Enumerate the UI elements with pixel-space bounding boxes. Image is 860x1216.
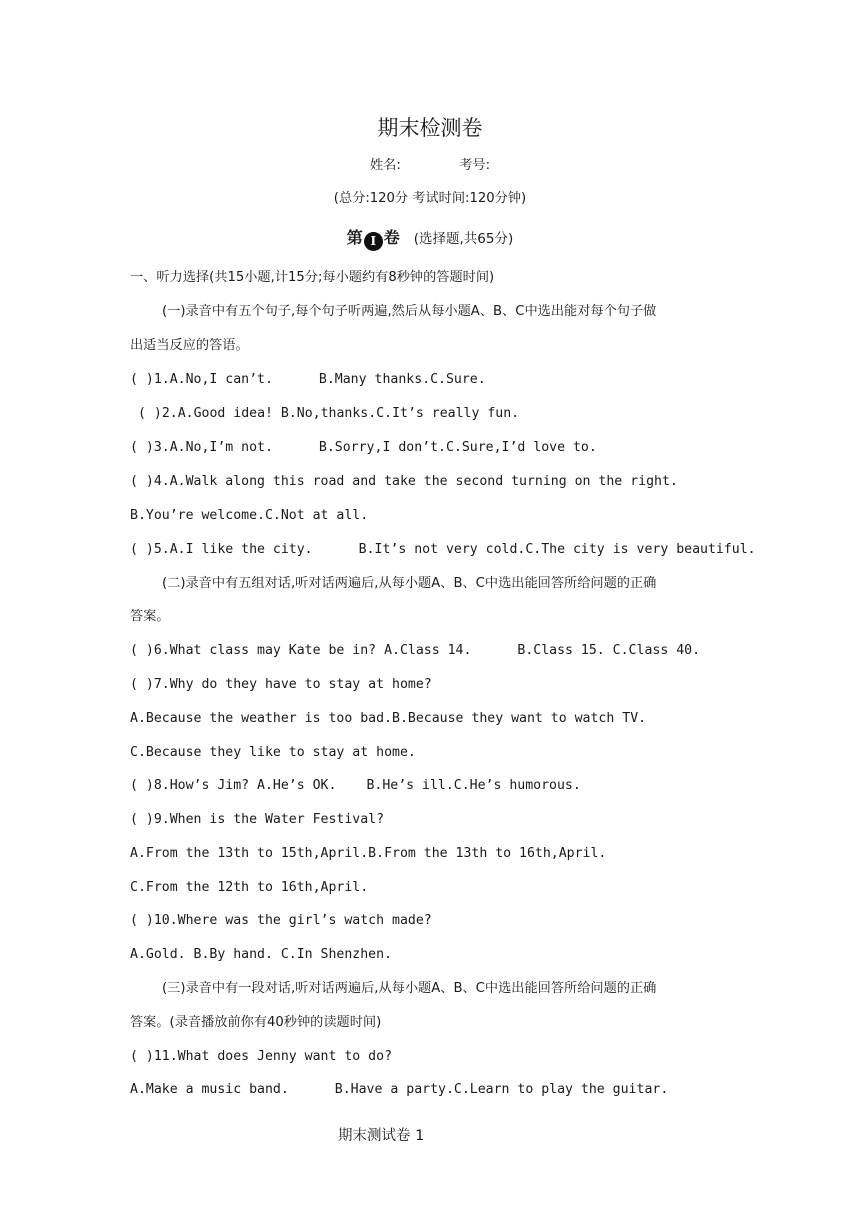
q6-options-bc: B.Class 15. C.Class 40.: [517, 643, 701, 658]
question-7-option-c: C.Because they like to stay at home.: [130, 745, 416, 760]
question-5: [130, 540, 756, 560]
page-footer: 期末测试卷 1: [338, 1128, 425, 1144]
part3-instruction-line2: 答案。(录音播放前你有40秒钟的读题时间): [130, 1015, 382, 1030]
question-8: [130, 776, 740, 796]
part1-instruction-line1: (一)录音中有五个句子,每个句子听两遍,然后从每小题A、B、C中选出能对每个句子做: [162, 304, 657, 319]
question-4: ( )4.A.Walk along this road and take the second turning on the right.: [130, 474, 678, 489]
section-heading: 一、听力选择(共15小题,计15分;每小题约有8秒钟的答题时间): [130, 270, 495, 285]
q5-options-bc: B.It’s not very cold.C.The city is very beautiful.: [358, 542, 756, 557]
volume-note: (选择题,共65分): [413, 231, 514, 247]
q1-option-a: ( )1.A.No,I can’t.: [130, 372, 273, 387]
student-info-row: [0, 156, 860, 176]
question-2: ( )2.A.Good idea! B.No,thanks.C.It’s really fun.: [138, 406, 520, 421]
question-11: ( )11.What does Jenny want to do?: [130, 1049, 393, 1064]
question-1: [130, 370, 740, 390]
volume-heading: [0, 228, 860, 251]
q1-options-bc: B.Many thanks.C.Sure.: [318, 372, 486, 387]
question-7: ( )7.Why do they have to stay at home?: [130, 677, 432, 692]
question-4-options: B.You’re welcome.C.Not at all.: [130, 508, 369, 523]
q3-option-a: ( )3.A.No,I’m not.: [130, 440, 273, 455]
exam-id-label: 考号:: [459, 158, 491, 173]
exam-total-info: (总分:120分 考试时间:120分钟): [333, 191, 527, 206]
volume-prefix: 第: [346, 228, 363, 247]
question-10-options: A.Gold. B.By hand. C.In Shenzhen.: [130, 947, 393, 962]
q6-stem-option-a: ( )6.What class may Kate be in? A.Class 14.: [130, 643, 472, 658]
q3-options-bc: B.Sorry,I don’t.C.Sure,I’d love to.: [318, 440, 597, 455]
question-9-option-c: C.From the 12th to 16th,April.: [130, 880, 369, 895]
question-9: ( )9.When is the Water Festival?: [130, 812, 385, 827]
q5-option-a: ( )5.A.I like the city.: [130, 542, 313, 557]
part3-instruction-line1: (三)录音中有一段对话,听对话两遍后,从每小题A、B、C中选出能回答所给问题的正确: [162, 981, 657, 996]
volume-numeral-badge: I: [364, 232, 383, 251]
name-label: 姓名:: [369, 158, 401, 173]
part2-instruction-line2: 答案。: [130, 609, 170, 624]
part1-instruction-line2: 出适当反应的答语。: [130, 338, 249, 353]
q8-options-bc: B.He’s ill.C.He’s humorous.: [366, 778, 581, 793]
question-10: ( )10.Where was the girl’s watch made?: [130, 913, 432, 928]
volume-suffix: 卷: [383, 228, 400, 247]
q11-option-a: A.Make a music band.: [130, 1082, 289, 1097]
question-6: [130, 641, 740, 661]
question-3: [130, 438, 740, 458]
part2-instruction-line1: (二)录音中有五组对话,听对话两遍后,从每小题A、B、C中选出能回答所给问题的正确: [162, 576, 657, 591]
page-title: 期末检测卷: [377, 116, 483, 140]
question-11-options: [130, 1080, 740, 1100]
question-7-options-ab: A.Because the weather is too bad.B.Because they want to watch TV.: [130, 711, 647, 726]
q11-options-bc: B.Have a party.C.Learn to play the guitar.: [334, 1082, 669, 1097]
question-9-options-ab: A.From the 13th to 15th,April.B.From the 13th to 16th,April.: [130, 846, 607, 861]
q8-stem-option-a: ( )8.How’s Jim? A.He’s OK.: [130, 778, 337, 793]
